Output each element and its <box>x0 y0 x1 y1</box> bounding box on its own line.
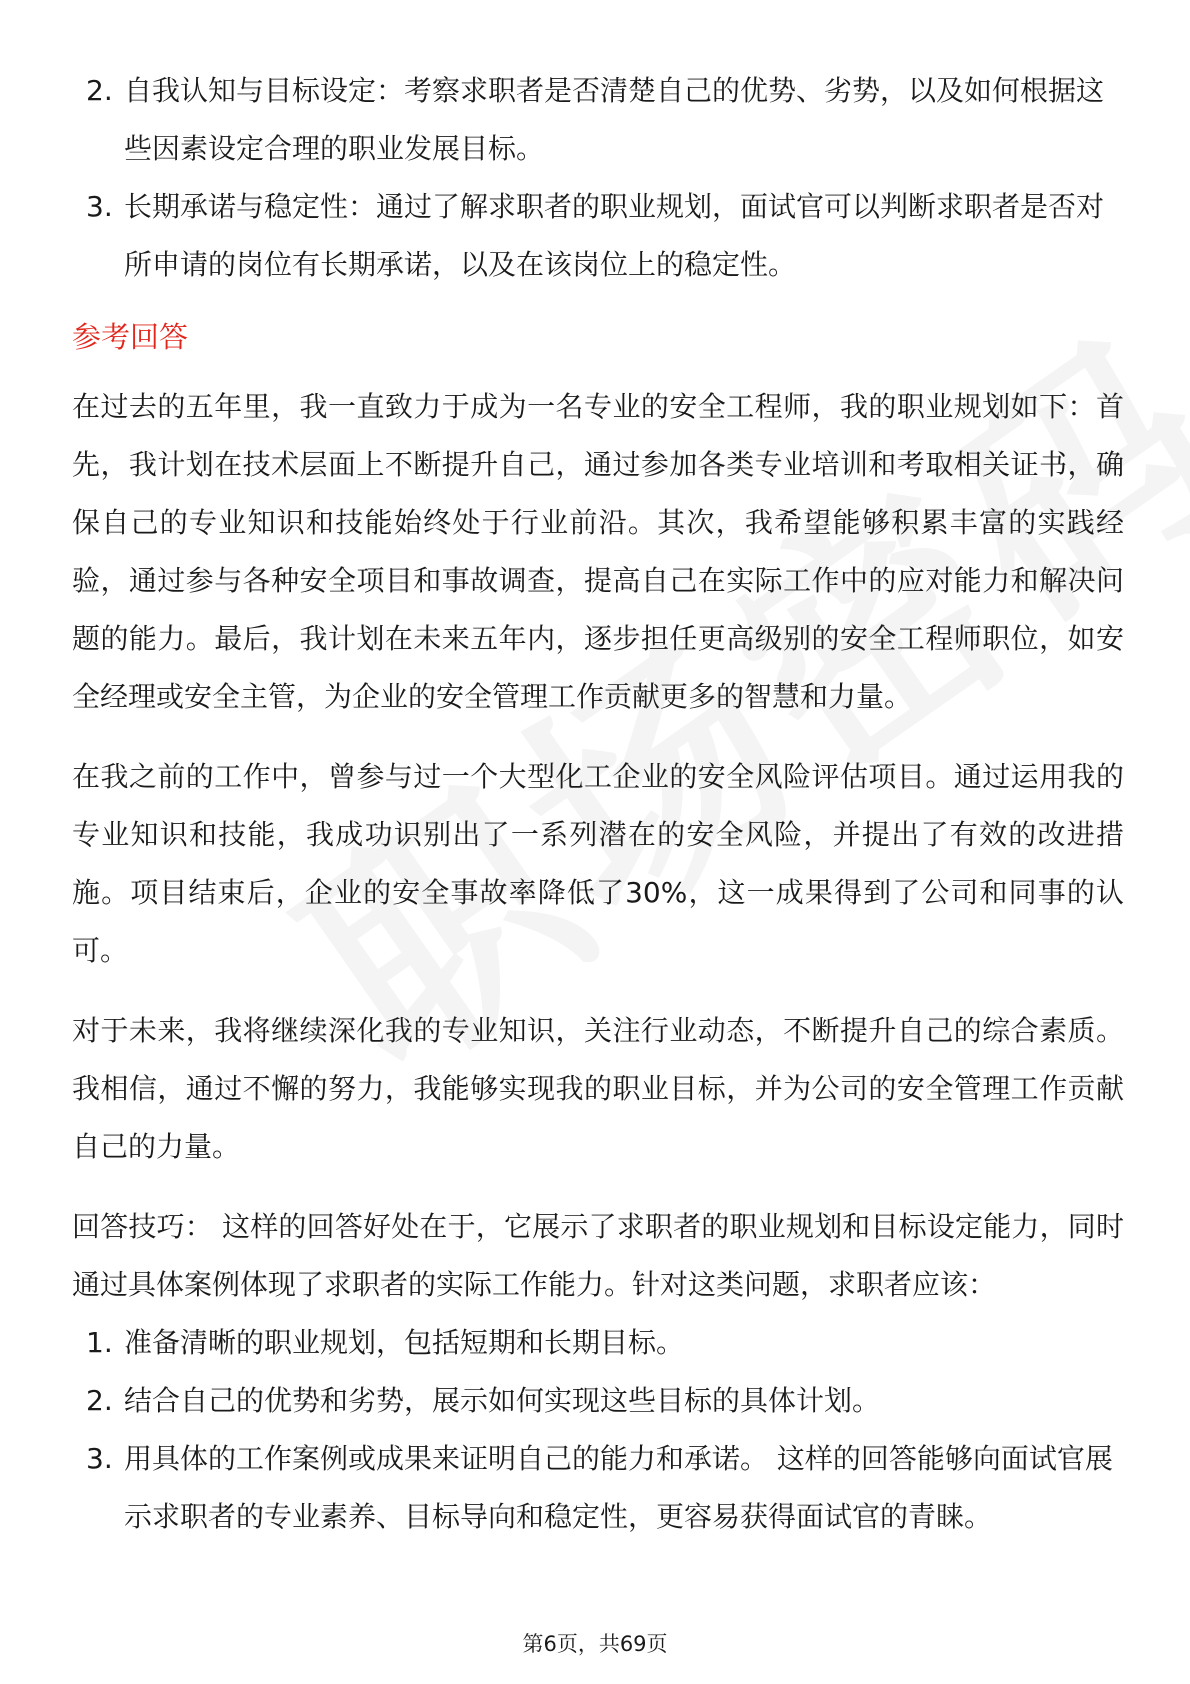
paragraph-past-experience: 在我之前的工作中，曾参与过一个大型化工企业的安全风险评估项目。通过运用我的专业知识和技能，我成功识别出了一系列潜在的安全风险，并提出了有效的改进措施。项目结束后，企业的安全事故率降低了30%，这一成果得到了公司和同事的认可。 <box>72 760 1124 967</box>
section-heading: 参考回答 <box>72 320 189 354</box>
paragraph-future: 对于未来，我将继续深化我的专业知识，关注行业动态，不断提升自己的综合素质。我相信，通过不懈的努力，我能够实现我的职业目标，并为公司的安全管理工作贡献自己的力量。 <box>72 1014 1124 1163</box>
list-item-number: 3. <box>86 1442 113 1475</box>
list-item-number: 2. <box>86 1384 113 1417</box>
list-item <box>72 1314 1124 1372</box>
list-item <box>72 62 1124 178</box>
paragraph-answer-tips: 回答技巧： 这样的回答好处在于，它展示了求职者的职业规划和目标设定能力，同时通过具体案例体现了求职者的实际工作能力。针对这类问题，求职者应该： <box>72 1210 1124 1301</box>
paragraph-career-plan: 在过去的五年里，我一直致力于成为一名专业的安全工程师，我的职业规划如下：首先，我计划在技术层面上不断提升自己，通过参加各类专业培训和考取相关证书，确保自己的专业知识和技能始终处于行业前沿。其次，我希望能够积累丰富的实践经验，通过参与各种安全项目和事故调查，提高自己在实际工作中的应对能力和解决问题的能力。最后，我计划在未来五年内，逐步担任更高级别的安全工程师职位，如安全经理或安全主管，为企业的安全管理工作贡献更多的智慧和力量。 <box>72 390 1124 713</box>
list-item-number: 1. <box>86 1326 113 1359</box>
list-item-number: 3. <box>86 190 113 223</box>
list-item <box>72 1372 1124 1430</box>
list-item <box>72 1430 1124 1546</box>
list-item-text: 长期承诺与稳定性：通过了解求职者的职业规划，面试官可以判断求职者是否对所申请的岗位有长期承诺，以及在该岗位上的稳定性。 <box>124 190 1105 281</box>
list-item-text: 结合自己的优势和劣势，展示如何实现这些目标的具体计划。 <box>124 1384 881 1417</box>
list-item-number: 2. <box>86 74 113 107</box>
list-item-text: 用具体的工作案例或成果来证明自己的能力和承诺。 这样的回答能够向面试官展示求职者的专业素养、目标导向和稳定性，更容易获得面试官的青睐。 <box>124 1442 1113 1533</box>
intro-list <box>72 62 1124 294</box>
tips-list <box>72 1314 1124 1546</box>
page-content <box>72 62 1124 1546</box>
list-item-text: 自我认知与目标设定：考察求职者是否清楚自己的优势、劣势，以及如何根据这些因素设定合理的职业发展目标。 <box>124 74 1105 165</box>
page-number-footer: 第6页，共69页 <box>522 1632 668 1656</box>
list-item <box>72 178 1124 294</box>
list-item-text: 准备清晰的职业规划，包括短期和长期目标。 <box>124 1326 685 1359</box>
